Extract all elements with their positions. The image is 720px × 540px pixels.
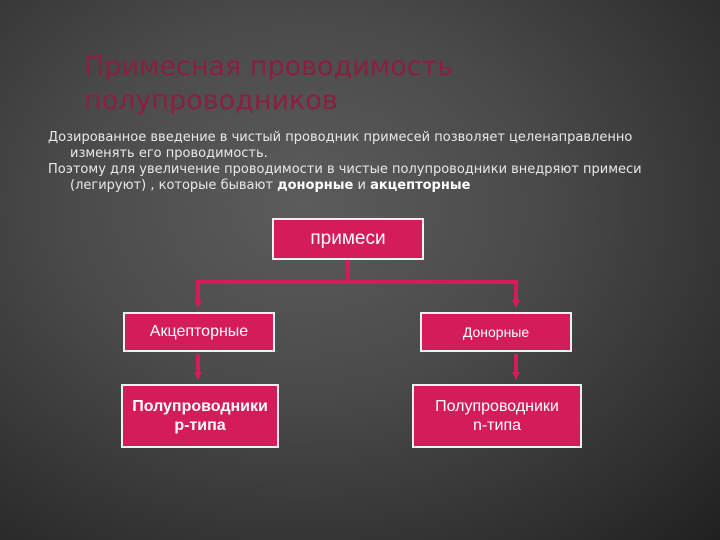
donor-label: Донорные xyxy=(462,324,530,340)
p-type-box xyxy=(121,384,279,448)
paragraph-2-text: Поэтому для увеличение проводимости в чистые полупроводники внедряют примеси (легируют) , которые бывают xyxy=(48,162,642,193)
paragraph-1: Дозированное введение в чистый проводник примесей позволяет целенаправленно изменять его проводимость. xyxy=(48,130,633,161)
impurities-label: примеси xyxy=(310,228,386,249)
p-type-line-2: p-типа xyxy=(174,417,226,434)
paragraph-2-donor: донорные xyxy=(277,178,354,193)
paragraph-2-acceptor: акцепторные xyxy=(370,178,471,193)
acceptor-box xyxy=(123,312,275,352)
slide-title-line-2: полупроводников xyxy=(84,85,338,116)
n-type-line-2: n-типа xyxy=(472,417,522,434)
slide-title-line-1: Примесная проводимость xyxy=(84,51,454,82)
impurities-box xyxy=(272,218,424,260)
paragraph-2-and: и xyxy=(353,178,371,193)
donor-box xyxy=(420,312,572,352)
p-type-line-1: Полупроводники xyxy=(132,398,268,415)
n-type-line-1: Полупроводники xyxy=(435,398,559,415)
n-type-box xyxy=(412,384,582,448)
acceptor-label: Акцепторные xyxy=(149,323,249,340)
